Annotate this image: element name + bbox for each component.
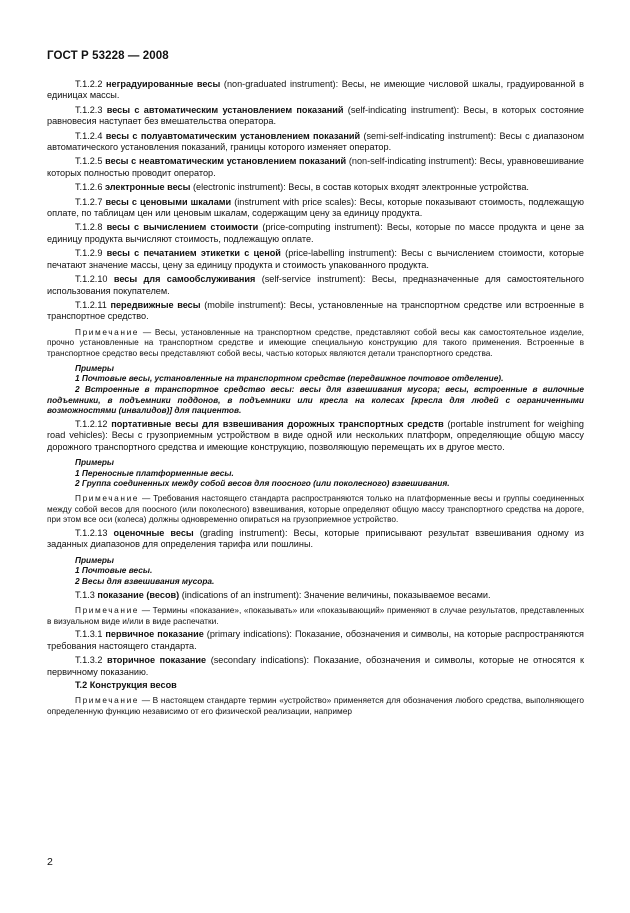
definition-text: (semi-self-indicating instrument): Весы с диапазоном автоматического установления показаний, границы которого изменяет оператор. bbox=[47, 130, 584, 153]
definition-text: (self-indicating instrument): Весы, в которых состояние равновесия наступает без вмешательства оператора. bbox=[47, 104, 584, 127]
clause-number: Т.1.2.13 bbox=[75, 527, 114, 538]
note-label: Примечание bbox=[75, 604, 140, 615]
term-definition bbox=[47, 131, 584, 154]
term-definition bbox=[47, 79, 584, 102]
note-text: — Термины «показание», «показывать» или «показывающий» применяют в случае результатов, представленных в визуальном виде и/или в виде распечатки. bbox=[47, 604, 584, 626]
clause-number: Т.1.3.1 bbox=[75, 629, 106, 640]
clause-number: Т.1.2.5 bbox=[75, 156, 106, 167]
examples-heading: Примеры bbox=[75, 457, 115, 468]
clause-number: Т.1.2.9 bbox=[75, 248, 107, 259]
definition-text: (electronic instrument): Весы, в состав которых входят электронные устройства. bbox=[190, 182, 529, 193]
example-item: 1 Переносные платформенные весы. bbox=[75, 467, 234, 478]
page-number: 2 bbox=[47, 856, 53, 868]
note-label: Примечание bbox=[75, 326, 140, 337]
definition-text: (grading instrument): Весы, которые приписывают результат взвешивания одному из заданных диапазонов для определения тарифа или пошлины. bbox=[47, 527, 584, 550]
term: весы для самообслуживания bbox=[113, 274, 256, 285]
term: портативные весы для взвешивания дорожных транспортных средств bbox=[111, 418, 444, 429]
examples-heading: Примеры bbox=[75, 362, 115, 373]
clause-number: Т.1.2.7 bbox=[75, 196, 106, 207]
definition-text: (instrument with price scales): Весы, которые показывают стоимость, подлежащую оплате, по таблицам цен или ценовым шкалам, содержащим цену за единицу продукта. bbox=[47, 196, 584, 219]
term-definition bbox=[47, 197, 584, 220]
term-definition bbox=[47, 655, 584, 678]
term: показание (весов) bbox=[97, 589, 180, 600]
term-definition bbox=[47, 590, 584, 601]
term-definition bbox=[47, 419, 584, 453]
clause-number: Т.1.2.2 bbox=[75, 79, 107, 89]
clause-number: Т.1.2.3 bbox=[75, 104, 107, 115]
definition-text: (price-labelling instrument): Весы с вычислением стоимости, которые печатают значение массы, цену за единицу продукта и стоимость упакованного продукта. bbox=[47, 248, 584, 270]
definition-text: (price-computing instrument): Весы, которые по массе продукта и цене за единицу продукта вычисляют стоимость, подлежащую оплате. bbox=[47, 222, 584, 244]
term: весы с полуавтоматическим установлением показаний bbox=[105, 130, 361, 141]
document-body bbox=[47, 79, 584, 717]
term: электронные весы bbox=[104, 182, 191, 193]
clause-number: Т.1.2.12 bbox=[75, 418, 112, 429]
term: передвижные весы bbox=[110, 299, 201, 310]
clause-number: Т.1.2.8 bbox=[75, 222, 107, 233]
note bbox=[47, 605, 584, 626]
term-definition bbox=[47, 528, 584, 551]
term-definition bbox=[47, 629, 584, 652]
term: весы с ценовыми шкалами bbox=[105, 196, 232, 207]
term-definition bbox=[47, 248, 584, 271]
term: первичное показание bbox=[105, 629, 204, 640]
note bbox=[47, 493, 584, 525]
term: весы с вычислением стоимости bbox=[106, 222, 259, 233]
definition-text: (primary indications): Показание, обозначения и символы, на которые распространяются требования настоящего стандарта. bbox=[47, 629, 584, 651]
note-text: — В настоящем стандарте термин «устройство» применяется для обозначения любого средства, выполняющего определенную функцию независимо от его физической реализации, например bbox=[47, 695, 584, 717]
page-header: ГОСТ Р 53228 — 2008 bbox=[47, 50, 169, 62]
note-label: Примечание bbox=[75, 492, 140, 503]
term-definition bbox=[47, 274, 584, 297]
clause-number: Т.1.2.6 bbox=[75, 182, 105, 193]
term: весы с неавтоматическим установлением показаний bbox=[105, 156, 347, 167]
clause-number: Т.1.3 bbox=[75, 589, 98, 600]
definition-text: (non-graduated instrument): Весы, не имеющие числовой шкалы, градуированной в единицах массы. bbox=[47, 79, 584, 101]
term: весы с печатанием этикетки с ценой bbox=[106, 248, 281, 259]
example-item: 2 Встроенные в транспортное средство весы: весы для взвешивания мусора; весы, встроенные в вилочные подъемники, в подъемники поддонов, в подъемники или кресла на колесах [кресла для людей с ограниченными возможностями (инвалидов)] для пациентов. bbox=[47, 384, 584, 416]
note bbox=[47, 695, 584, 716]
definition-text: (mobile instrument): Весы, установленные на транспортном средстве или встроенные в транспортное средство. bbox=[47, 299, 584, 322]
clause-number: Т.1.2.4 bbox=[75, 130, 106, 141]
note-text: — Весы, установленные на транспортном средстве, представляют собой весы как самостоятельное изделие, прочно установленные на транспортном средстве и имеющие специальную конструкцию для такого применения. Встроенные в транспортное средство весы представляют собой весы, частью которых являются детали транспортного средства. bbox=[47, 326, 584, 359]
definition-text: (indications of an instrument): Значение величины, показываемое весами. bbox=[179, 589, 491, 600]
term-definition bbox=[47, 156, 584, 179]
note-label: Примечание bbox=[75, 695, 140, 706]
term: оценочные весы bbox=[113, 527, 194, 538]
term-definition bbox=[47, 182, 584, 193]
term: вторичное показание bbox=[106, 655, 207, 666]
example-item: 2 Группа соединенных между собой весов для поосного (или поколесного) взвешивания. bbox=[75, 478, 450, 489]
definition-text: (portable instrument for weighing road vehicles): Весы с грузоприемным устройством в виде одной или нескольких платформ, определяющие общую массу дорожного транспортного средства и имеющие конструкцию, позволяющую перемещать их в другое место. bbox=[47, 418, 584, 452]
examples-heading: Примеры bbox=[75, 554, 115, 565]
example-item: 2 Весы для взвешивания мусора. bbox=[75, 575, 215, 586]
term: неградуированные весы bbox=[106, 79, 221, 89]
note-text: — Требования настоящего стандарта распространяются только на платформенные весы и группы соединенных между собой весов для поосного (или поколесного) взвешивания, которые определяют общую массу транспортного средства на дороге, при этом все оси (колеса) должны одновременно опираться на грузоприемное устройство. bbox=[47, 492, 584, 525]
term-definition bbox=[47, 300, 584, 323]
clause-number: Т.1.3.2 bbox=[75, 655, 107, 666]
example-item: 1 Почтовые весы. bbox=[75, 565, 153, 576]
section-heading: Т.2 Конструкция весов bbox=[75, 679, 177, 690]
definition-text: (non-self-indicating instrument): Весы, уравновешивание которых полностью проводит оператор. bbox=[47, 156, 584, 178]
definition-text: (secondary indications): Показание, обозначения и символы, которые не относятся к первичному показанию. bbox=[47, 655, 584, 677]
term-definition bbox=[47, 222, 584, 245]
example-item: 1 Почтовые весы, установленные на транспортном средстве (передвижное почтовое отделение). bbox=[75, 373, 504, 384]
note bbox=[47, 327, 584, 359]
term-definition bbox=[47, 105, 584, 128]
clause-number: Т.1.2.10 bbox=[75, 274, 114, 285]
term: весы с автоматическим установлением показаний bbox=[106, 104, 344, 115]
clause-number: Т.1.2.11 bbox=[75, 299, 111, 310]
definition-text: (self-service instrument): Весы, предназначенные для самостоятельного использования покупателем. bbox=[47, 274, 584, 296]
